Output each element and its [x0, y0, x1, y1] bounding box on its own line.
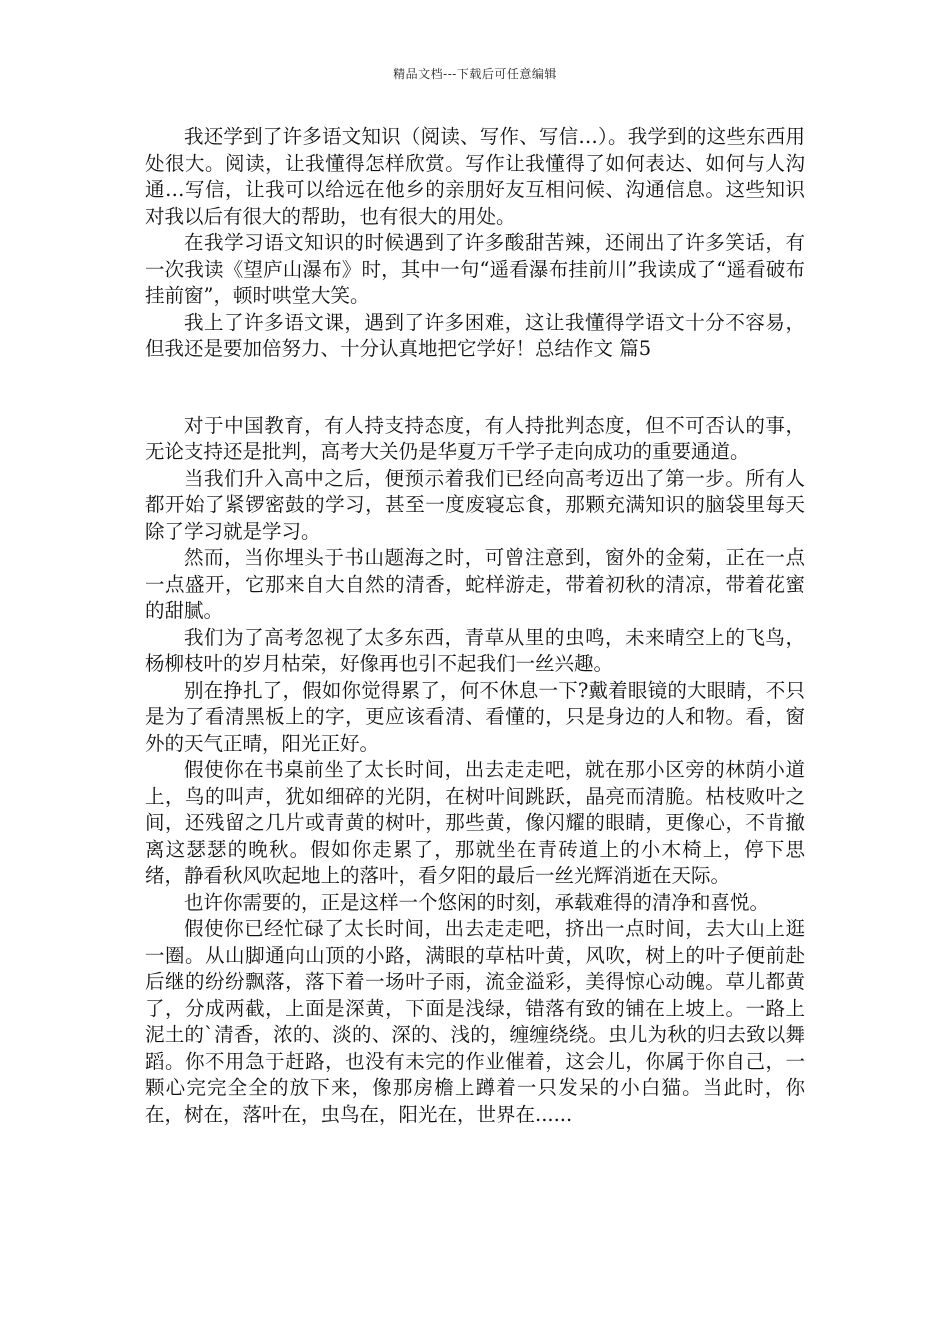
section-gap: [145, 363, 805, 413]
document-body: [145, 124, 805, 1128]
paragraph: 我还学到了许多语文知识（阅读、写作、写信…）。我学到的这些东西用处很大。阅读，让我懂得怎样欣赏。写作让我懂得了如何表达、如何与人沟通…写信，让我可以给远在他乡的亲朋好友互相问候、沟通信息。这些知识对我以后有很大的帮助，也有很大的用处。: [145, 125, 805, 228]
paragraph: 我们为了高考忽视了太多东西，青草从里的虫鸣，未来晴空上的飞鸟，杨柳枝叶的岁月枯荣，好像再也引不起我们一丝兴趣。: [145, 625, 805, 675]
paragraph: 也许你需要的，正是这样一个悠闲的时刻，承载难得的清净和喜悦。: [184, 890, 770, 914]
paragraph: 然而，当你埋头于书山题海之时，可曾注意到，窗外的金菊，正在一点一点盛开，它那来自大自然的清香，蛇样游走，带着初秋的清凉，带着花蜜的甜腻。: [145, 546, 805, 622]
paragraph: 对于中国教育，有人持支持态度，有人持批判态度，但不可否认的事，无论支持还是批判，高考大关仍是华夏万千学子走向成功的重要通道。: [145, 413, 805, 463]
paragraph: 假使你在书桌前坐了太长时间，出去走走吧，就在那小区旁的林荫小道上，鸟的叫声，犹如细碎的光阴，在树叶间跳跃，晶亮而清脆。枯枝败叶之间，还残留之几片或青黄的树叶，那些黄，像闪耀的眼睛，更像心，不肯撤离这瑟瑟的晚秋。假如你走累了，那就坐在青砖道上的小木椅上，停下思绪，静看秋风吹起地上的落叶，看夕阳的最后一丝光辉消逝在天际。: [145, 758, 805, 887]
paragraph: 当我们升入高中之后，便预示着我们已经向高考迈出了第一步。所有人都开始了紧锣密鼓的学习，甚至一度废寝忘食，那颗充满知识的脑袋里每天除了学习就是学习。: [145, 466, 805, 543]
paragraph: 假使你已经忙碌了太长时间，出去走走吧，挤出一点时间，去大山上逛一圈。从山脚通向山顶的小路，满眼的草枯叶黄，风吹，树上的叶子便前赴后继的纷纷飘落，落下着一场叶子雨，流金溢彩，美得惊心动魄。草儿都黄了，分成两截，上面是深黄，下面是浅绿，错落有致的铺在上坡上。一路上泥土的`清香，浓的、淡的、深的、浅的，缠缠绕绕。虫儿为秋的归去致以舞蹈。你不用急于赶路，也没有未完的作业催着，这会儿，你属于你自己，一颗心完完全全的放下来，像那房檐上蹲着一只发呆的小白猫。当此时，你在，树在，落叶在，虫鸟在，阳光在，世界在......: [145, 917, 805, 1126]
paragraph: 在我学习语文知识的时候遇到了许多酸甜苦辣，还闹出了许多笑话，有一次我读《望庐山瀑布》时，其中一句“遥看瀑布挂前川”我读成了“遥看破布挂前窗”，顿时哄堂大笑。: [145, 231, 805, 307]
paragraph: 我上了许多语文课，遇到了许多困难，这让我懂得学语文十分不容易，但我还是要加倍努力、十分认真地把它学好！总结作文 篇5: [145, 310, 805, 360]
paragraph: 别在挣扎了，假如你觉得累了，何不休息一下?戴着眼镜的大眼睛，不只是为了看清黑板上的字，更应该看清、看懂的，只是身边的人和物。看，窗外的天气正晴，阳光正好。: [145, 678, 805, 755]
page-header: 精品文档---下载后可任意编辑: [393, 67, 557, 81]
